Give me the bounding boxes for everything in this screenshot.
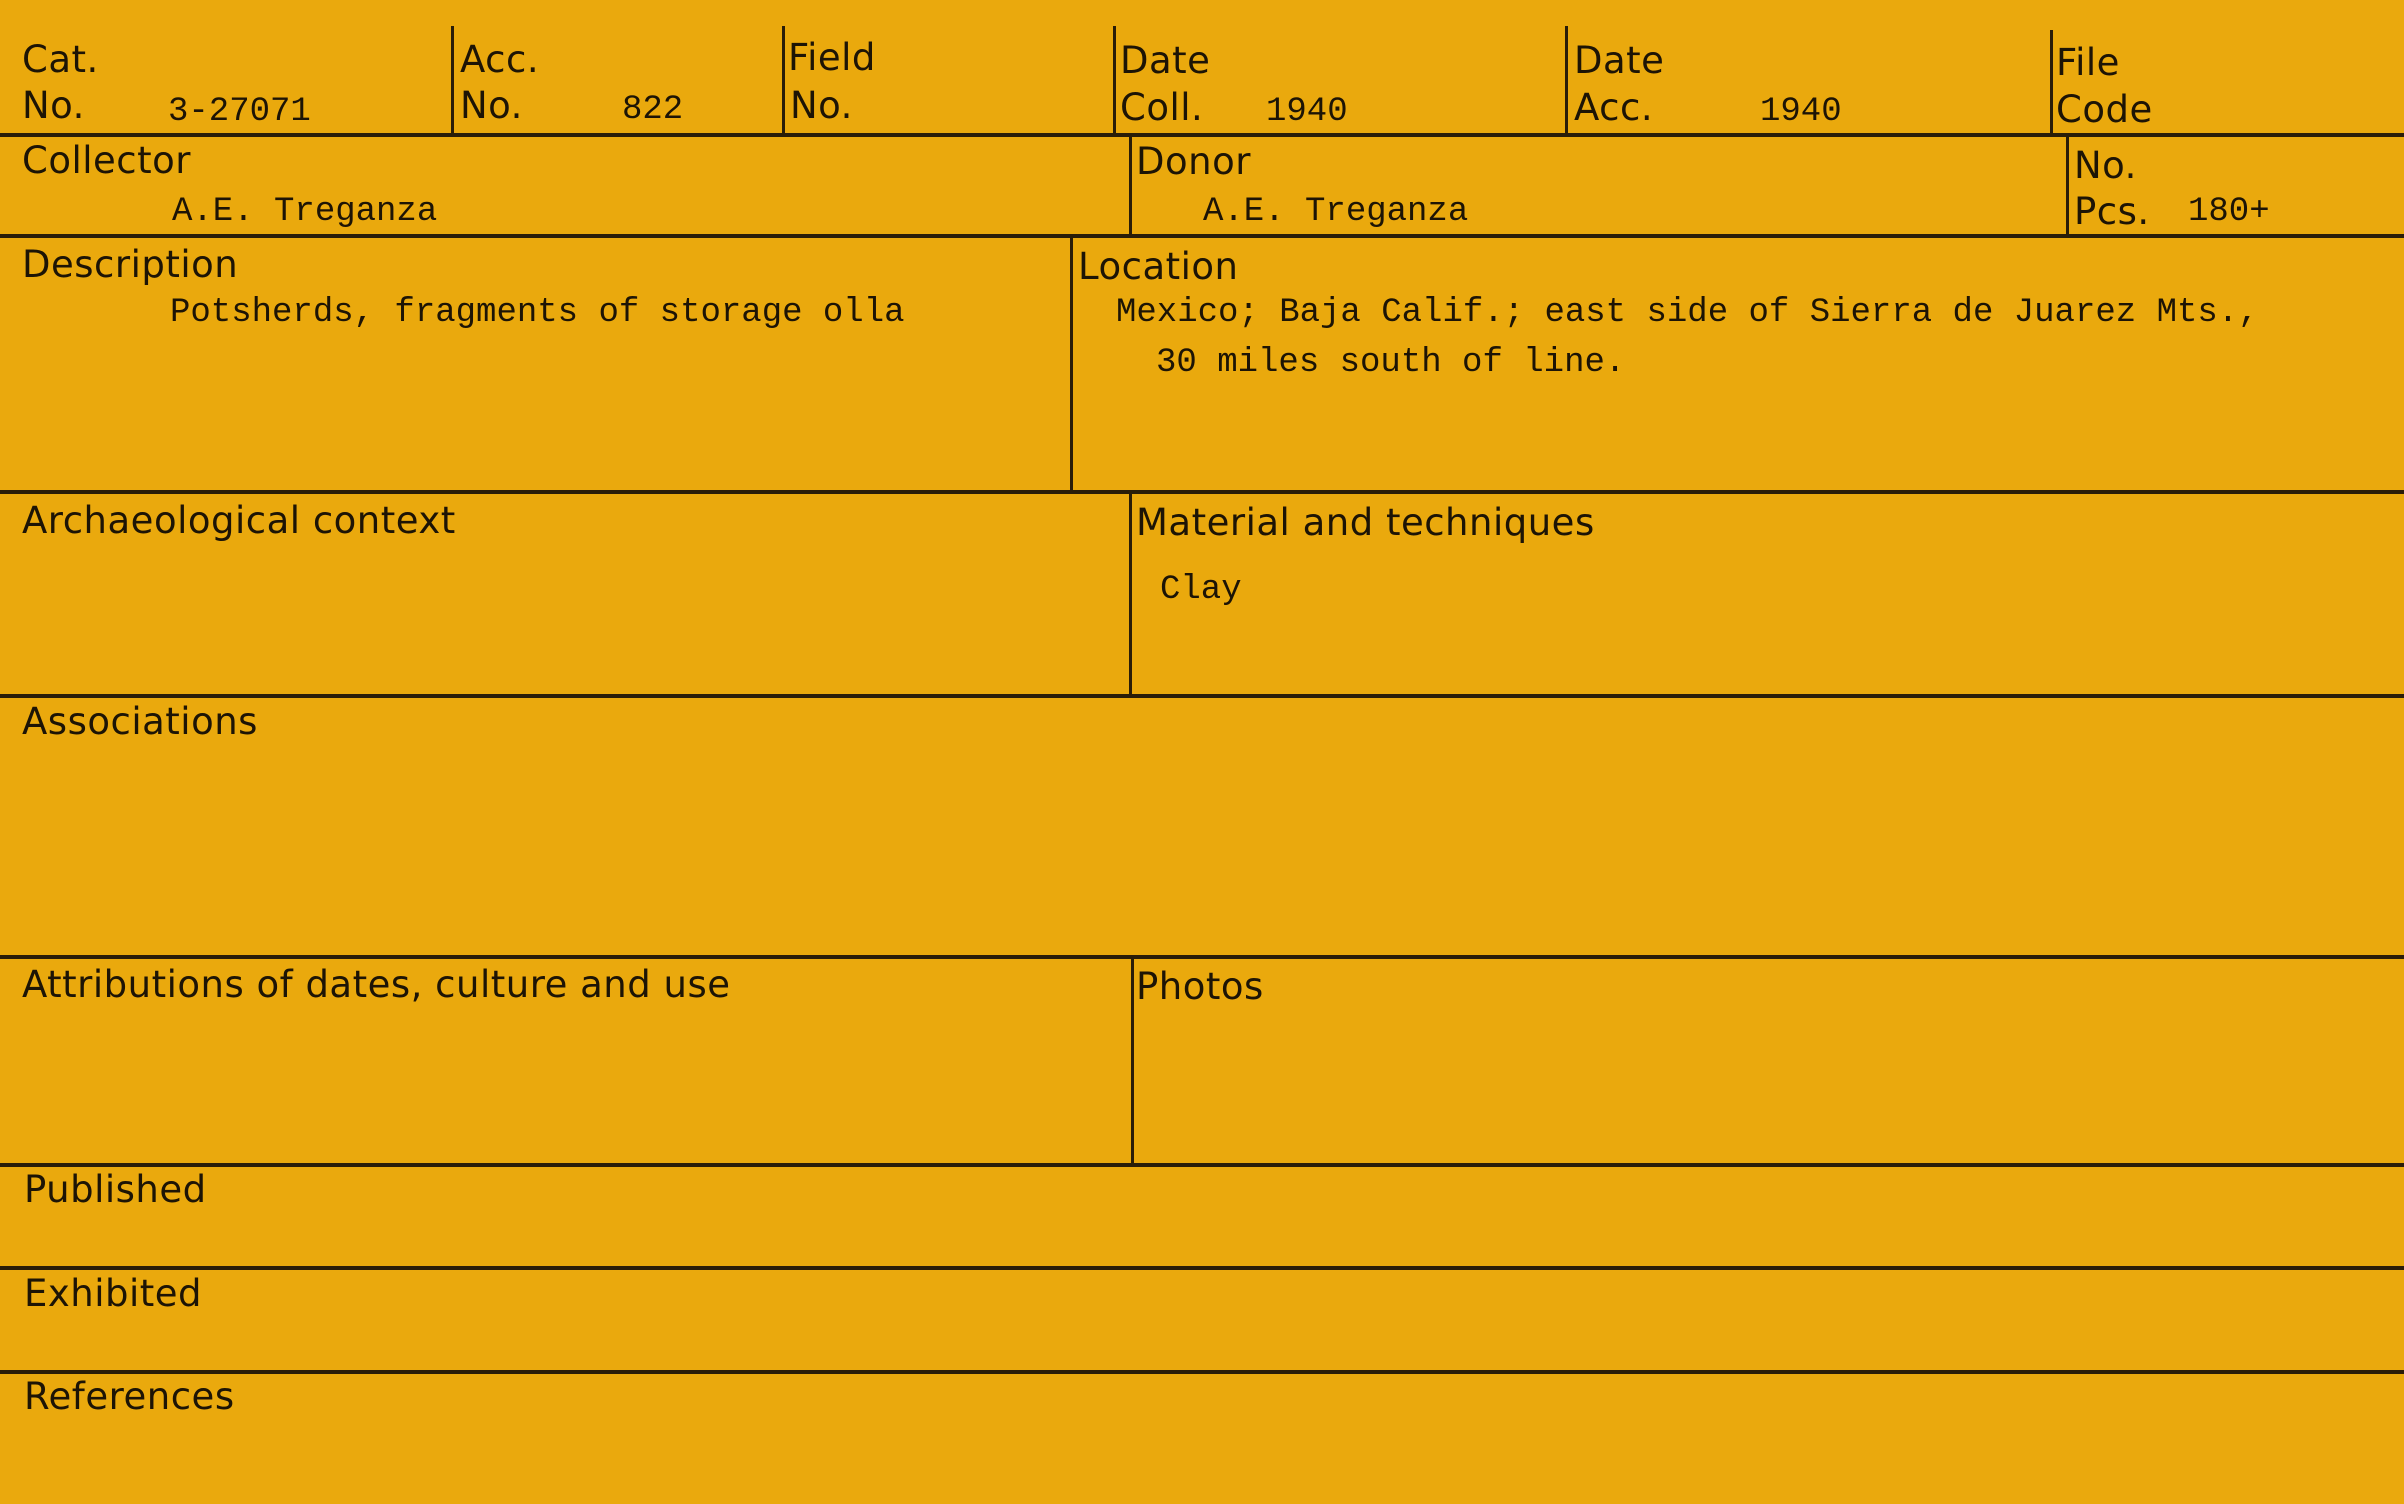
- cat-no-value: 3-27071: [168, 93, 311, 131]
- date-coll-label-line2: Coll.: [1120, 86, 1204, 129]
- exhibited-label: Exhibited: [24, 1272, 203, 1315]
- material-techniques-value: Clay: [1160, 571, 1242, 609]
- donor-label: Donor: [1136, 140, 1251, 183]
- date-acc-value: 1940: [1760, 93, 1842, 131]
- no-pcs-label-line1: No.: [2074, 144, 2137, 187]
- rule-header-bottom: [0, 133, 2404, 137]
- rule-v-date-coll: [1113, 26, 1116, 135]
- location-value-line1: Mexico; Baja Calif.; east side of Sierra de Juarez Mts.,: [1116, 294, 2259, 332]
- file-code-label-line1: File: [2056, 41, 2120, 84]
- date-acc-label-line2: Acc.: [1574, 86, 1654, 129]
- rule-context-bottom: [0, 694, 2404, 698]
- collector-label: Collector: [22, 139, 191, 182]
- rule-exhibited-bottom: [0, 1370, 2404, 1374]
- field-no-label-line2: No.: [790, 84, 853, 127]
- description-value: Potsherds, fragments of storage olla: [170, 294, 905, 332]
- rule-v-date-acc: [1565, 26, 1568, 135]
- material-techniques-label: Material and techniques: [1136, 501, 1595, 544]
- attributions-label: Attributions of dates, culture and use: [22, 963, 731, 1006]
- rule-v-photos: [1131, 957, 1134, 1165]
- field-no-label-line1: Field: [788, 36, 876, 79]
- acc-no-value: 822: [622, 91, 684, 129]
- photos-label: Photos: [1136, 965, 1264, 1008]
- acc-no-label-line1: Acc.: [460, 38, 540, 81]
- date-acc-label-line1: Date: [1574, 39, 1665, 82]
- rule-v-no-pcs: [2066, 135, 2069, 236]
- rule-attributions-bottom: [0, 1163, 2404, 1167]
- associations-label: Associations: [22, 700, 258, 743]
- rule-associations-bottom: [0, 955, 2404, 959]
- date-coll-value: 1940: [1266, 93, 1348, 131]
- file-code-label-line2: Code: [2056, 88, 2153, 131]
- published-label: Published: [24, 1168, 207, 1211]
- donor-value: A.E. Treganza: [1203, 193, 1469, 231]
- location-value-line2: 30 miles south of line.: [1156, 344, 1626, 382]
- acc-no-label-line2: No.: [460, 84, 523, 127]
- no-pcs-label-line2: Pcs.: [2074, 190, 2150, 233]
- rule-v-field: [782, 26, 785, 135]
- rule-v-location: [1070, 236, 1073, 492]
- rule-v-file-code: [2050, 30, 2053, 135]
- cat-no-label-line1: Cat.: [22, 38, 99, 81]
- location-label: Location: [1078, 245, 1239, 288]
- rule-collector-bottom: [0, 234, 2404, 238]
- rule-description-bottom: [0, 490, 2404, 494]
- description-label: Description: [22, 243, 239, 286]
- date-coll-label-line1: Date: [1120, 39, 1211, 82]
- references-label: References: [24, 1375, 235, 1418]
- rule-published-bottom: [0, 1266, 2404, 1270]
- rule-v-donor: [1129, 135, 1132, 236]
- no-pcs-value: 180+: [2188, 193, 2270, 231]
- collector-value: A.E. Treganza: [172, 193, 438, 231]
- archaeological-context-label: Archaeological context: [22, 499, 456, 542]
- cat-no-label-line2: No.: [22, 84, 85, 127]
- rule-v-acc: [451, 26, 454, 135]
- rule-v-material: [1129, 492, 1132, 696]
